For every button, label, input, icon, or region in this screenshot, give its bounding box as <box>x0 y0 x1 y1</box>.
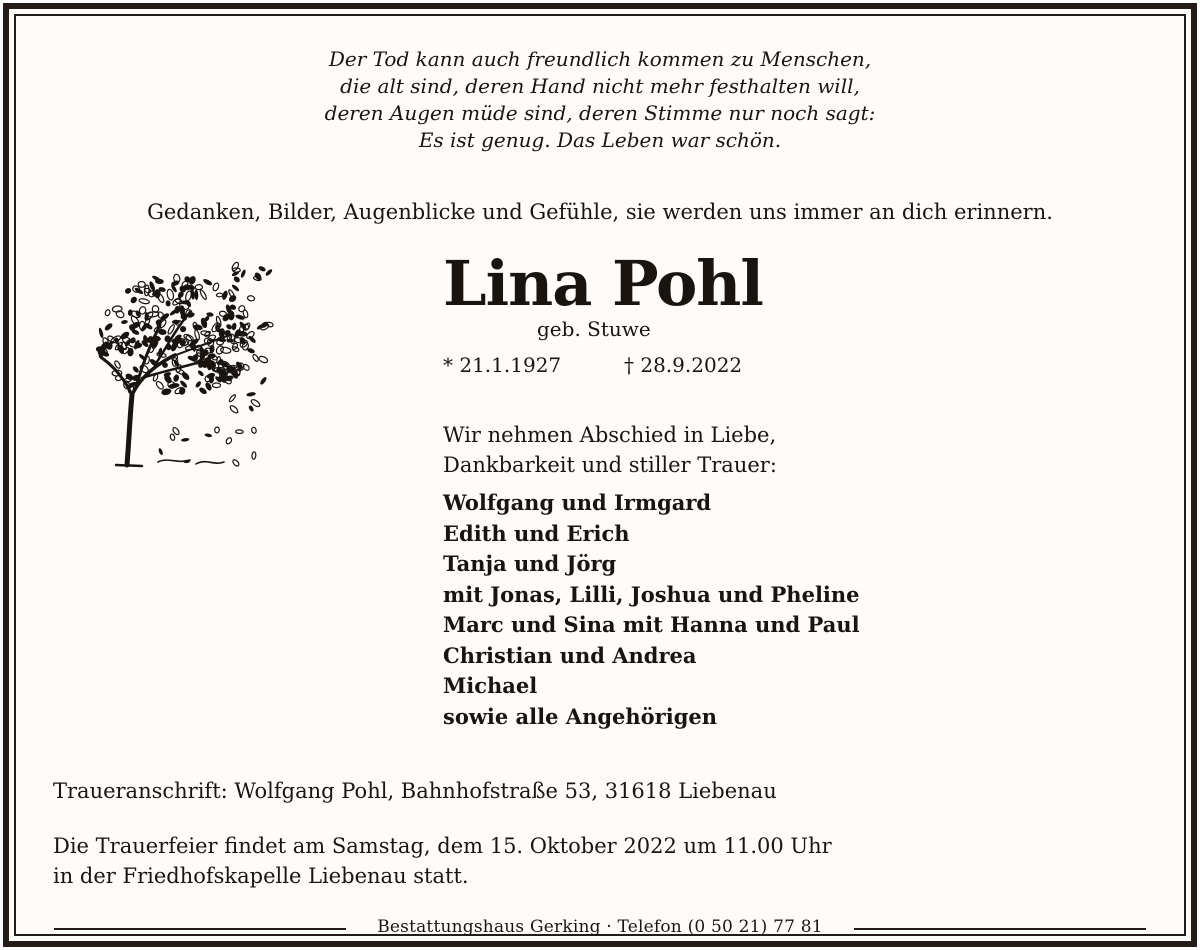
mourning-address: Traueranschrift: Wolfgang Pohl, Bahnhofstraße 53, 31618 Liebenau <box>53 779 777 803</box>
poem-line: Es ist genug. Das Leben war schön. <box>418 128 782 152</box>
mourner-line: Michael <box>443 673 538 698</box>
farewell-line: Dankbarkeit und stiller Trauer: <box>443 453 777 477</box>
tree-in-wind-icon <box>80 250 280 480</box>
mourner-line: Marc und Sina mit Hanna und Paul <box>443 612 860 637</box>
mourner-line: sowie alle Angehörigen <box>443 703 718 729</box>
deceased-name: Lina Pohl <box>443 247 763 320</box>
footer-rule-left <box>54 928 346 930</box>
poem <box>0 46 1200 154</box>
death-date: † 28.9.2022 <box>624 353 743 377</box>
footer-rule-right <box>854 928 1146 930</box>
dedication-line: Gedanken, Bilder, Augenblicke und Gefühle, sie werden uns immer an dich erinnern. <box>147 200 1053 224</box>
funeral-service-info <box>53 831 832 891</box>
farewell-text <box>443 420 777 480</box>
mourner-line: mit Jonas, Lilli, Joshua und Pheline <box>443 581 860 607</box>
poem-line: Der Tod kann auch freundlich kommen zu Menschen, <box>328 47 872 71</box>
mourner-line: Tanja und Jörg <box>443 551 617 576</box>
service-line: in der Friedhofskapelle Liebenau statt. <box>53 864 469 888</box>
mourner-line: Christian und Andrea <box>443 642 697 668</box>
poem-line: deren Augen müde sind, deren Stimme nur noch sagt: <box>324 101 876 125</box>
mourner-line: Wolfgang und Irmgard <box>443 490 712 515</box>
poem-line: die alt sind, deren Hand nicht mehr festhalten will, <box>340 74 860 98</box>
mourner-line: Edith und Erich <box>443 520 630 546</box>
service-line: Die Trauerfeier findet am Samstag, dem 15. Oktober 2022 um 11.00 Uhr <box>53 834 832 858</box>
birth-name: geb. Stuwe <box>537 317 651 341</box>
funeral-home-footer <box>54 913 1146 941</box>
farewell-line: Wir nehmen Abschied in Liebe, <box>443 423 777 447</box>
funeral-home-contact: Bestattungshaus Gerking · Telefon (0 50 21) 77 81 <box>377 917 823 937</box>
mourners-list <box>443 488 860 732</box>
birth-date: * 21.1.1927 <box>443 353 562 377</box>
